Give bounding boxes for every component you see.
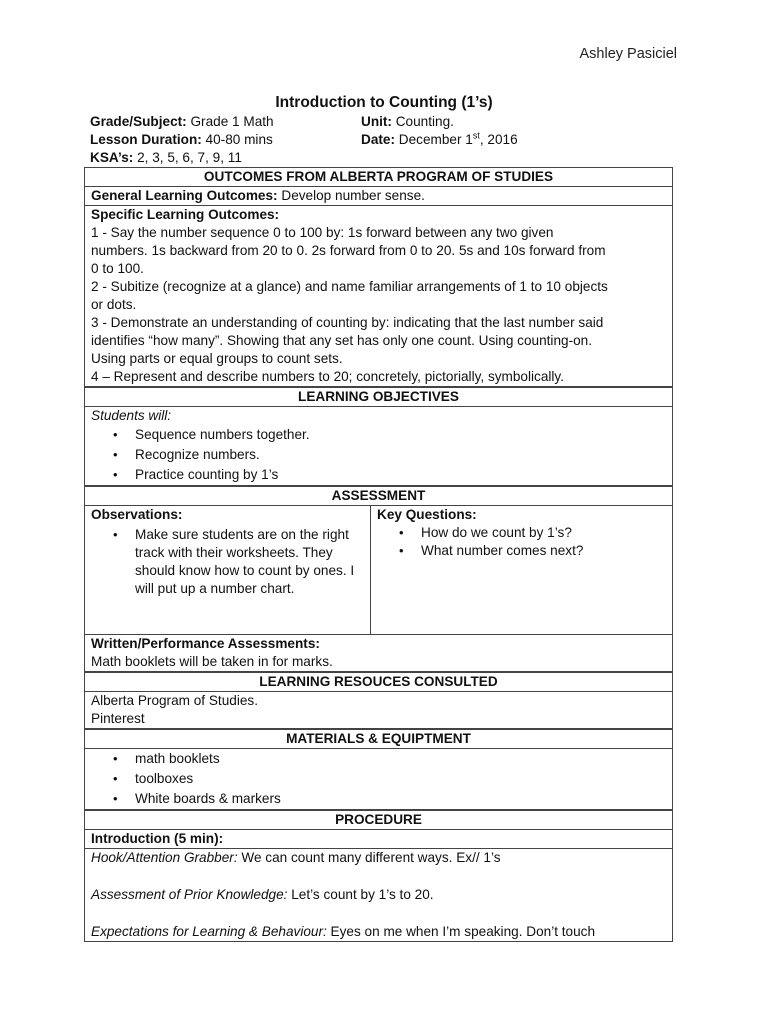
date-value: December 1st, 2016 (395, 130, 518, 147)
outcome-line: or dots. (91, 297, 137, 312)
outcome-line: 4 – Represent and describe numbers to 20; concretely, pictorially, symbolically. (91, 369, 564, 384)
date-label: Date: (361, 132, 395, 147)
author-name: Ashley Pasiciel (579, 46, 677, 62)
material-item: • toolboxes (135, 769, 666, 789)
resource-item: Alberta Program of Studies. (91, 693, 258, 708)
resources-list (85, 692, 672, 729)
duration-label: Lesson Duration: (90, 132, 202, 147)
prior-knowledge-line: Assessment of Prior Knowledge: Let’s count by 1’s to 20. (91, 887, 434, 902)
outcome-line: numbers. 1s backward from 20 to 0. 2s forward from 0 to 20. 5s and 10s forward from (91, 243, 606, 258)
resources-header: LEARNING RESOUCES CONSULTED (85, 672, 672, 692)
written-assessment: Written/Performance Assessments: Math booklets will be taken in for marks. (85, 635, 672, 672)
ksa-value: 2, 3, 5, 6, 7, 9, 11 (133, 150, 242, 165)
materials-list (91, 749, 666, 809)
outcome-line: 0 to 100. (91, 261, 144, 276)
outcome-line: 2 - Subitize (recognize at a glance) and name familiar arrangements of 1 to 10 objects (91, 279, 608, 294)
general-outcomes: General Learning Outcomes: Develop number sense. (85, 187, 672, 206)
procedure-header: PROCEDURE (85, 810, 672, 830)
outcome-line: 1 - Say the number sequence 0 to 100 by: 1s forward between any two given (91, 225, 554, 240)
unit-label: Unit: (361, 114, 392, 129)
lesson-plan-table (84, 167, 673, 942)
materials-header: MATERIALS & EQUIPTMENT (85, 729, 672, 749)
specific-outcomes-text (91, 224, 666, 386)
assessment-header: ASSESSMENT (85, 486, 672, 506)
key-questions-cell: Key Questions: • How do we count by 1’s? • What number comes next? (371, 506, 672, 634)
objective-item: • Sequence numbers together. (135, 425, 666, 445)
outcomes-header: OUTCOMES FROM ALBERTA PROGRAM OF STUDIES (85, 168, 672, 187)
assessment-columns (85, 506, 672, 635)
grade-label: Grade/Subject: (90, 114, 187, 129)
outcome-line: 3 - Demonstrate an understanding of counting by: indicating that the last number said (91, 315, 604, 330)
unit-value: Counting. (391, 114, 454, 129)
resource-item: Pinterest (91, 711, 145, 726)
material-item: • White boards & markers (135, 789, 666, 809)
objective-item: • Recognize numbers. (135, 445, 666, 465)
page-title: Introduction to Counting (1’s) (275, 94, 493, 111)
material-item: • math booklets (135, 749, 666, 769)
procedure-intro-label: Introduction (5 min): (85, 830, 672, 849)
objectives-intro: Students will: (91, 408, 172, 423)
outcome-line: identifies “how many”. Showing that any set has only one count. Using counting-on. (91, 333, 592, 348)
materials-cell (85, 749, 672, 810)
ksa-label: KSA’s: (90, 150, 134, 165)
outcome-line: Using parts or equal groups to count sets. (91, 351, 343, 366)
lesson-meta (90, 113, 680, 167)
expectations-line: Expectations for Learning & Behaviour: Eyes on me when I’m speaking. Don’t touch (91, 924, 596, 939)
observation-item: • Make sure students are on the right track with their worksheets. They should know how to count by ones. I will put up a number chart. (135, 526, 364, 598)
objectives-list (91, 425, 666, 485)
hook-line: Hook/Attention Grabber: We can count many different ways. Ex// 1’s (91, 850, 501, 865)
specific-outcomes: Specific Learning Outcomes: 1 - Say the number sequence 0 to 100 by: 1s forward between any two given numbers. 1s backward from 20 to 0. 2s forward from 0 to 20. 5s and 10s forward from 0 to 100. 2 - Subitize (recognize at a glance) and name familiar arrangements of 1 to 10 objects or dots. 3 - Demonstrate an understanding of counting by: indicating that the last number said identifies “how many”. Showing that any set has only one count. Using counting-on. Using parts or equal groups to count sets. 4 – Represent and describe numbers to 20; concretely, pictorially, symbolically. (85, 206, 672, 387)
key-question-item: • What number comes next? (421, 542, 666, 560)
objective-item: • Practice counting by 1’s (135, 465, 666, 485)
observations-list (91, 526, 364, 598)
objectives-header: LEARNING OBJECTIVES (85, 387, 672, 407)
observations-cell: Observations: • Make sure students are on the right track with their worksheets. They should know how to count by ones. I will put up a number chart. (85, 506, 371, 634)
key-questions-list (377, 524, 666, 560)
duration-value: 40-80 mins (201, 132, 273, 147)
procedure-intro-details (85, 849, 672, 941)
grade-value: Grade 1 Math (186, 114, 274, 129)
objectives-cell (85, 407, 672, 486)
key-question-item: • How do we count by 1’s? (421, 524, 666, 542)
